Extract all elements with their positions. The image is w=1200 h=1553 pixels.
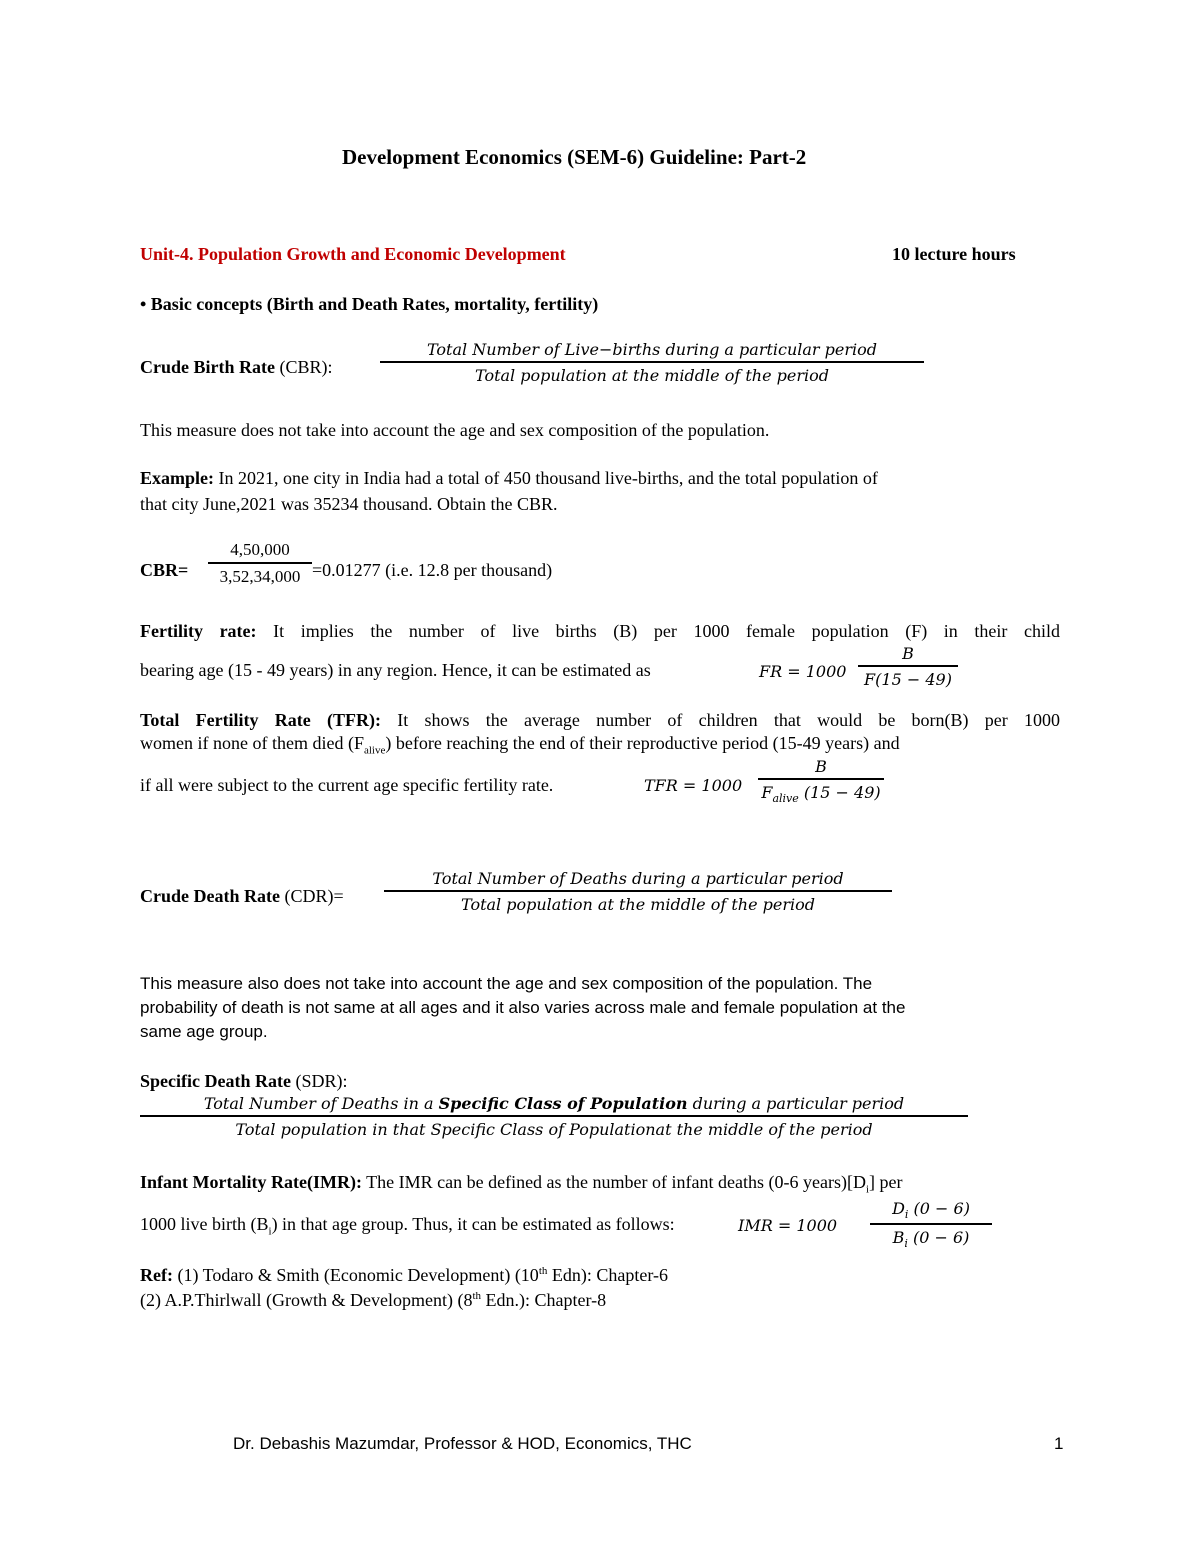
- ref-2-sup: th: [472, 1290, 481, 1302]
- fr-fraction: [858, 644, 958, 689]
- tfr-line-2: [140, 733, 900, 757]
- tfr-numerator: B: [815, 757, 827, 776]
- cbr-definition: [140, 357, 333, 378]
- cbr-numerator: Total Number of Live−births during a particular period: [426, 340, 878, 359]
- unit-heading: Unit-4. Population Growth and Economic Development: [140, 244, 566, 264]
- ref-1a: (1) Todaro & Smith (Economic Development) (10: [172, 1265, 539, 1285]
- fr-denominator: F(15 − 49): [858, 665, 958, 689]
- example-cbr-label: CBR=: [140, 560, 189, 580]
- example-label: Example:: [140, 468, 214, 488]
- imr-text-1-sub: i: [865, 1183, 870, 1196]
- imr-denominator-a: B: [892, 1228, 905, 1248]
- ref-label: Ref:: [140, 1265, 173, 1285]
- cbr-label: Crude Birth Rate: [140, 357, 275, 377]
- imr-text-2a: 1000 live birth (B: [140, 1214, 269, 1234]
- ref-1b: Edn): Chapter-6: [547, 1265, 668, 1285]
- cdr-note-line-1: This measure also does not take into account the age and sex composition of the population. The: [140, 974, 873, 993]
- reference-1: [140, 1265, 668, 1286]
- example-result: =0.01277 (i.e. 12.8 per thousand): [312, 560, 553, 580]
- tfr-formula-lhs: TFR = 1000: [644, 776, 743, 795]
- imr-line-2: [140, 1214, 675, 1238]
- imr-numerator-sub: i: [904, 1208, 909, 1222]
- tfr-text-2-sub: alive: [363, 744, 386, 757]
- cbr-note: This measure does not take into account the age and sex composition of the population.: [140, 420, 770, 440]
- sdr-fraction: [140, 1094, 968, 1139]
- imr-text-2-sub: i: [268, 1225, 272, 1238]
- imr-numerator-a: D: [892, 1199, 905, 1218]
- cdr-note-line-3: same age group.: [140, 1022, 268, 1041]
- imr-text-1b: ] per: [869, 1172, 903, 1192]
- fertility-text-1: It implies the number of live births (B) per 1000 female population (F) in their child: [256, 621, 1060, 641]
- cdr-numerator: Total Number of Deaths during a particular period: [432, 869, 844, 888]
- sdr-denominator: Total population in that Specific Class of Populationat the middle of the period: [140, 1115, 968, 1139]
- tfr-denominator-b: (15 − 49): [798, 783, 881, 802]
- example-line-2: that city June,2021 was 35234 thousand. Obtain the CBR.: [140, 494, 558, 514]
- example-numerator: 4,50,000: [230, 540, 290, 559]
- cdr-note-line-2: probability of death is not same at all ages and it also varies across male and female population at the: [140, 998, 906, 1017]
- tfr-label: Total Fertility Rate (TFR):: [140, 710, 382, 730]
- tfr-fraction: [758, 757, 884, 805]
- tfr-denominator-a: F: [761, 783, 773, 802]
- imr-label: Infant Mortality Rate(IMR):: [140, 1172, 362, 1192]
- sdr-definition: [140, 1071, 347, 1092]
- imr-line-1: [140, 1172, 903, 1196]
- fertility-line-1: [140, 618, 1060, 644]
- page-number: 1: [1054, 1434, 1064, 1453]
- imr-denominator-b: (0 − 6): [907, 1228, 970, 1248]
- cdr-abbr: (CDR)=: [279, 886, 344, 906]
- fertility-line-2: bearing age (15 - 49 years) in any region. Hence, it can be estimated as: [140, 660, 651, 680]
- ref-1-sup: th: [538, 1265, 548, 1277]
- cbr-denominator: Total population at the middle of the period: [380, 361, 924, 385]
- sdr-numerator-bold: Specific Class of Population: [438, 1094, 688, 1113]
- cdr-fraction: [384, 869, 892, 914]
- fr-numerator: B: [902, 644, 914, 663]
- document-title: Development Economics (SEM-6) Guideline: Part-2: [342, 145, 807, 169]
- sdr-abbr: (SDR):: [290, 1071, 348, 1091]
- reference-2: [140, 1290, 606, 1311]
- example-text-1: In 2021, one city in India had a total of 450 thousand live-births, and the total population of: [214, 468, 878, 488]
- imr-text-2b: ) in that age group. Thus, it can be estimated as follows:: [271, 1214, 675, 1234]
- tfr-text-2a: women if none of them died (F: [140, 733, 364, 753]
- imr-denominator: [870, 1223, 992, 1250]
- example-line-1: [140, 468, 878, 489]
- tfr-text-1: It shows the average number of children that would be born(B) per 1000: [381, 710, 1061, 730]
- imr-numerator: [890, 1199, 972, 1223]
- sdr-numerator: [202, 1094, 906, 1115]
- imr-numerator-b: (0 − 6): [908, 1199, 970, 1218]
- tfr-text-2b: ) before reaching the end of their reproductive period (15-49 years) and: [385, 733, 900, 753]
- ref-2b: Edn.): Chapter-8: [481, 1290, 607, 1310]
- fr-formula-lhs: FR = 1000: [759, 662, 847, 681]
- example-fraction: [208, 540, 312, 587]
- lecture-hours: 10 lecture hours: [892, 244, 1016, 264]
- tfr-denominator: [758, 778, 884, 805]
- example-denominator: 3,52,34,000: [208, 562, 312, 587]
- cbr-fraction: [380, 340, 924, 385]
- imr-formula-lhs: IMR = 1000: [738, 1216, 838, 1235]
- cdr-denominator: Total population at the middle of the period: [384, 890, 892, 914]
- cbr-abbr: (CBR):: [274, 357, 333, 377]
- ref-2a: (2) A.P.Thirlwall (Growth & Development) (8: [140, 1290, 473, 1310]
- tfr-line-3: if all were subject to the current age specific fertility rate.: [140, 775, 554, 795]
- imr-denominator-sub: i: [904, 1237, 908, 1251]
- basic-concepts-bullet: • Basic concepts (Birth and Death Rates, mortality, fertility): [140, 294, 599, 314]
- tfr-line-1: [140, 707, 1060, 733]
- fertility-label: Fertility rate:: [140, 621, 257, 641]
- imr-text-1a: The IMR can be defined as the number of infant deaths (0-6 years)[D: [361, 1172, 866, 1192]
- cdr-definition: [140, 886, 344, 907]
- sdr-numerator-a: Total Number of Deaths in a: [203, 1094, 439, 1113]
- tfr-denominator-sub: alive: [772, 792, 799, 806]
- footer-author: Dr. Debashis Mazumdar, Professor & HOD, Economics, THC: [233, 1434, 692, 1453]
- sdr-label: Specific Death Rate: [140, 1071, 291, 1091]
- imr-fraction: [870, 1199, 992, 1250]
- cdr-label: Crude Death Rate: [140, 886, 280, 906]
- sdr-numerator-b: during a particular period: [687, 1094, 905, 1113]
